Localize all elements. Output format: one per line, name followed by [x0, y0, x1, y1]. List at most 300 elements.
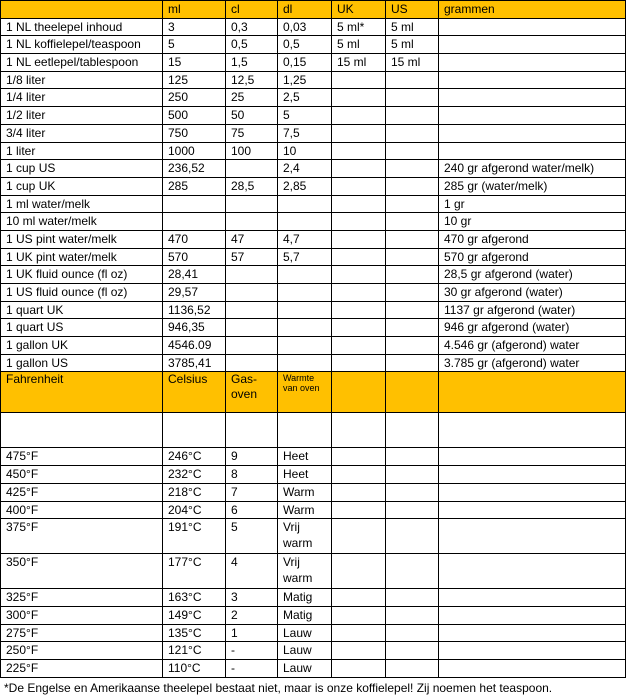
table-cell — [332, 466, 386, 484]
table-cell — [226, 337, 278, 355]
table-cell — [1, 124, 163, 142]
table-cell — [439, 372, 626, 413]
table-cell — [163, 413, 226, 448]
cell-text: 15 ml — [391, 55, 421, 70]
table-cell — [332, 284, 386, 302]
table-cell — [332, 319, 386, 337]
table-cell — [278, 142, 332, 160]
table-cell — [386, 213, 439, 231]
table-cell — [332, 213, 386, 231]
table-row — [1, 266, 626, 284]
table-cell — [226, 413, 278, 448]
cell-text: 10 ml water/melk — [6, 214, 97, 229]
table-row — [1, 642, 626, 660]
table-cell — [226, 624, 278, 642]
table-cell — [332, 554, 386, 589]
cell-text: 1 NL koffielepel/teaspoon — [6, 37, 141, 52]
cell-text: 1136,52 — [168, 302, 211, 317]
table-cell — [386, 642, 439, 660]
cell-text: 0,5 — [231, 37, 248, 52]
table-cell — [439, 266, 626, 284]
table-cell — [386, 519, 439, 554]
table-cell — [278, 213, 332, 231]
table-cell — [226, 142, 278, 160]
table-cell — [163, 177, 226, 195]
table-cell — [439, 319, 626, 337]
table-cell — [332, 337, 386, 355]
table-cell — [278, 195, 332, 213]
table-cell — [163, 107, 226, 125]
cell-text: 5 ml* — [337, 19, 365, 34]
table-cell — [332, 107, 386, 125]
cell-text: 236,52 — [168, 161, 205, 176]
table-body — [1, 1, 626, 678]
table-cell — [163, 36, 226, 54]
cell-text: 1 cup US — [6, 161, 56, 176]
table-row — [1, 301, 626, 319]
table-cell — [332, 266, 386, 284]
table-cell — [278, 624, 332, 642]
cell-text: 47 — [231, 231, 245, 246]
table-row — [1, 554, 626, 589]
table-cell — [386, 36, 439, 54]
cell-text: 1 UK pint water/melk — [6, 249, 117, 264]
table-cell — [439, 466, 626, 484]
cell-text: 5 ml — [337, 37, 360, 52]
cell-text: 125 — [168, 72, 189, 87]
table-cell — [163, 659, 226, 677]
cell-text: 1137 gr afgerond (water) — [444, 302, 576, 317]
table-cell — [332, 301, 386, 319]
table-cell — [386, 107, 439, 125]
table-cell — [226, 248, 278, 266]
table-cell — [226, 36, 278, 54]
table-cell — [1, 248, 163, 266]
table-cell — [332, 36, 386, 54]
cell-text: 3 — [231, 590, 238, 605]
table-cell — [226, 107, 278, 125]
cell-text: 2,5 — [283, 90, 300, 105]
cell-text: 1000 — [168, 143, 195, 158]
table-row — [1, 284, 626, 302]
table-cell — [386, 554, 439, 589]
table-cell — [332, 501, 386, 519]
table-cell — [1, 413, 163, 448]
cell-text: 4546.09 — [168, 338, 212, 353]
table-cell — [226, 466, 278, 484]
cell-text: 246°C — [168, 449, 202, 464]
table-cell — [1, 266, 163, 284]
table-row — [1, 354, 626, 372]
table-cell — [439, 71, 626, 89]
table-cell — [226, 1, 278, 19]
cell-text: 135°C — [168, 625, 202, 640]
cell-text: 1 gallon US — [6, 355, 69, 370]
table-row — [1, 54, 626, 72]
table-cell — [332, 483, 386, 501]
cell-text: Matig — [283, 607, 313, 622]
table-cell — [163, 642, 226, 660]
cell-text: 1 cup UK — [6, 178, 56, 193]
table-cell — [439, 177, 626, 195]
table-cell — [163, 448, 226, 466]
table-cell — [226, 483, 278, 501]
cell-text: 1/4 liter — [6, 90, 46, 105]
table-row — [1, 124, 626, 142]
table-cell — [386, 54, 439, 72]
table-cell — [439, 483, 626, 501]
cell-text: 1 UK fluid ounce (fl oz) — [6, 267, 128, 282]
cell-text: 15 — [168, 55, 182, 70]
cell-text: 240 gr afgerond water/melk) — [444, 161, 595, 176]
table-cell — [332, 1, 386, 19]
table-cell — [332, 71, 386, 89]
cell-text: 1 ml water/melk — [6, 196, 91, 211]
cell-text: 100 — [231, 143, 252, 158]
cell-text: 28,5 gr afgerond (water) — [444, 267, 573, 282]
table-cell — [439, 36, 626, 54]
table-cell — [332, 413, 386, 448]
table-cell — [1, 301, 163, 319]
table-cell — [163, 372, 226, 413]
table-cell — [226, 301, 278, 319]
table-cell — [1, 448, 163, 466]
table-cell — [1, 213, 163, 231]
cell-text: 285 gr (water/melk) — [444, 178, 548, 193]
table-cell — [1, 659, 163, 677]
cell-text: 10 — [283, 143, 297, 158]
table-cell — [226, 501, 278, 519]
table-cell — [386, 1, 439, 19]
table-cell — [386, 160, 439, 178]
table-cell — [332, 124, 386, 142]
table-cell — [163, 142, 226, 160]
table-cell — [386, 195, 439, 213]
table-cell — [1, 589, 163, 607]
table-cell — [439, 195, 626, 213]
table-cell — [278, 107, 332, 125]
table-row — [1, 448, 626, 466]
cell-text: 1 US pint water/melk — [6, 231, 117, 246]
table-cell — [278, 284, 332, 302]
cell-text: dl — [283, 2, 293, 16]
cell-text: 425°F — [6, 484, 39, 499]
cell-text: 6 — [231, 502, 238, 517]
table-cell — [386, 142, 439, 160]
cell-text: 500 — [168, 108, 189, 123]
cell-text: 2,85 — [283, 178, 307, 193]
table-cell — [278, 659, 332, 677]
table-cell — [1, 624, 163, 642]
cell-text: 7,5 — [283, 125, 300, 140]
table-cell — [439, 606, 626, 624]
cell-text: 475°F — [6, 449, 39, 464]
table-cell — [332, 230, 386, 248]
table-cell — [1, 606, 163, 624]
table-cell — [386, 589, 439, 607]
cell-text: 275°F — [6, 625, 39, 640]
cell-text: 10 gr — [444, 214, 472, 229]
footnote: *De Engelse en Amerikaanse theelepel bestaat niet, maar is onze koffielepel! Zij noemen het teaspoon. — [4, 680, 553, 695]
table-cell — [278, 372, 332, 413]
cell-text: US — [391, 2, 408, 16]
table-cell — [278, 89, 332, 107]
table-row — [1, 466, 626, 484]
table-cell — [386, 284, 439, 302]
cell-text: 400°F — [6, 502, 39, 517]
table-cell — [278, 248, 332, 266]
cell-text: Lauw — [283, 643, 312, 658]
table-cell — [1, 18, 163, 36]
cell-text: Warm — [283, 502, 315, 517]
table-cell — [278, 230, 332, 248]
cell-text: Gas-oven — [231, 372, 258, 402]
table-row — [1, 501, 626, 519]
cell-text: cl — [231, 2, 240, 16]
table-cell — [439, 642, 626, 660]
table-cell — [163, 606, 226, 624]
cell-text: 57 — [231, 249, 245, 264]
table-cell — [278, 1, 332, 19]
cell-text: 5 ml — [391, 19, 414, 34]
table-cell — [163, 248, 226, 266]
cell-text: 946 gr afgerond (water) — [444, 320, 570, 335]
table-cell — [163, 71, 226, 89]
table-cell — [226, 71, 278, 89]
cell-text: 218°C — [168, 484, 202, 499]
table-cell — [439, 213, 626, 231]
table-cell — [439, 54, 626, 72]
table-cell — [1, 177, 163, 195]
table-row — [1, 142, 626, 160]
cell-text: ml — [168, 2, 181, 16]
table-row — [1, 606, 626, 624]
cell-text: 29,57 — [168, 285, 199, 299]
cell-text: Warmte van oven — [283, 373, 320, 394]
cell-text: 5 — [283, 108, 290, 123]
table-cell — [1, 107, 163, 125]
table-row — [1, 213, 626, 231]
table-cell — [163, 89, 226, 107]
table-cell — [278, 483, 332, 501]
table-cell — [1, 372, 163, 413]
cell-text: 1,25 — [283, 72, 307, 87]
table-cell — [1, 483, 163, 501]
table-cell — [1, 519, 163, 554]
table-cell — [332, 195, 386, 213]
cell-text: 15 ml — [337, 55, 367, 70]
cell-text: 28,41 — [168, 267, 199, 282]
table-cell — [226, 589, 278, 607]
table-cell — [226, 519, 278, 554]
table-cell — [1, 284, 163, 302]
table-cell — [439, 284, 626, 302]
cell-text: 750 — [168, 125, 189, 140]
table-row — [1, 319, 626, 337]
table-cell — [332, 354, 386, 372]
table-cell — [439, 248, 626, 266]
cell-text: 204°C — [168, 502, 202, 517]
table-cell — [439, 354, 626, 372]
cell-text: 3 — [168, 19, 175, 34]
table-cell — [386, 177, 439, 195]
table-cell — [278, 319, 332, 337]
cell-text: Celsius — [168, 372, 208, 387]
table-cell — [439, 337, 626, 355]
cell-text: 110°C — [168, 660, 201, 675]
cell-text: Lauw — [283, 660, 312, 675]
cell-text: 250°F — [6, 643, 39, 658]
table-cell — [439, 124, 626, 142]
cell-text: 232°C — [168, 467, 202, 482]
cell-text: 5,7 — [283, 249, 300, 264]
cell-text: 1 gr — [444, 196, 465, 211]
cell-text: 570 gr afgerond — [444, 249, 529, 264]
cell-text: 0,03 — [283, 19, 307, 34]
table-cell — [332, 589, 386, 607]
table-cell — [332, 642, 386, 660]
table-cell — [386, 248, 439, 266]
cell-text: 177°C — [168, 555, 202, 570]
cell-text: UK — [337, 2, 354, 16]
table-row — [1, 160, 626, 178]
table-cell — [163, 301, 226, 319]
table-cell — [439, 107, 626, 125]
cell-text: 2,4 — [283, 161, 300, 176]
table-cell — [1, 195, 163, 213]
cell-text: Fahrenheit — [6, 372, 64, 387]
cell-text: 1 NL theelepel inhoud — [6, 19, 123, 34]
table-cell — [332, 659, 386, 677]
table-row — [1, 230, 626, 248]
table-cell — [226, 319, 278, 337]
cell-text: Heet — [283, 449, 309, 464]
table-cell — [386, 501, 439, 519]
table-cell — [226, 213, 278, 231]
table-row — [1, 589, 626, 607]
table-cell — [163, 213, 226, 231]
table-cell — [278, 448, 332, 466]
cell-text: 250 — [168, 90, 189, 105]
cell-text: 285 — [168, 178, 189, 193]
table-cell — [332, 89, 386, 107]
cell-text: 12,5 — [231, 72, 255, 87]
table-cell — [163, 1, 226, 19]
table-cell — [1, 160, 163, 178]
cell-text: 191°C — [168, 520, 202, 535]
table-cell — [1, 466, 163, 484]
table-row — [1, 18, 626, 36]
table-cell — [386, 319, 439, 337]
table-row — [1, 483, 626, 501]
cell-text: 7 — [231, 484, 238, 499]
table-cell — [163, 319, 226, 337]
cell-text: 163°C — [168, 590, 202, 605]
cell-text: 4,7 — [283, 231, 300, 246]
table-cell — [226, 195, 278, 213]
table-cell — [386, 466, 439, 484]
cell-text: 2 — [231, 607, 238, 622]
table-cell — [386, 337, 439, 355]
table-cell — [226, 448, 278, 466]
table-cell — [226, 266, 278, 284]
table-row — [1, 89, 626, 107]
cell-text: 1,5 — [231, 55, 248, 70]
cell-text: 30 gr afgerond (water) — [444, 285, 563, 299]
cell-text: 1 — [231, 625, 238, 640]
table-cell — [278, 606, 332, 624]
table-cell — [226, 354, 278, 372]
table-cell — [332, 372, 386, 413]
table-cell — [386, 624, 439, 642]
table-cell — [386, 266, 439, 284]
table-cell — [163, 354, 226, 372]
cell-text: 325°F — [6, 590, 39, 605]
cell-text: 1 quart UK — [6, 302, 64, 317]
table-cell — [226, 606, 278, 624]
table-cell — [278, 177, 332, 195]
table-cell — [1, 71, 163, 89]
table-cell — [332, 519, 386, 554]
table-cell — [278, 354, 332, 372]
cell-text: 75 — [231, 125, 245, 140]
cell-text: 9 — [231, 449, 238, 464]
table-cell — [1, 501, 163, 519]
table-cell — [332, 54, 386, 72]
cell-text: Lauw — [283, 625, 312, 640]
table-row — [1, 195, 626, 213]
table-cell — [439, 659, 626, 677]
table-cell — [163, 483, 226, 501]
cell-text: 4 — [231, 555, 238, 570]
table-cell — [332, 18, 386, 36]
table-cell — [278, 554, 332, 589]
table-cell — [439, 1, 626, 19]
cell-text: Matig — [283, 590, 313, 605]
cell-text: 1 liter — [6, 143, 36, 158]
table-cell — [1, 142, 163, 160]
table-cell — [439, 160, 626, 178]
table-cell — [278, 18, 332, 36]
cell-text: Heet — [283, 467, 309, 482]
table-cell — [386, 71, 439, 89]
table-cell — [1, 1, 163, 19]
cell-text: Vrij warm — [283, 555, 313, 586]
table-cell — [278, 466, 332, 484]
table-cell — [226, 89, 278, 107]
header-row — [1, 1, 626, 19]
table-row — [1, 413, 626, 448]
table-cell — [439, 89, 626, 107]
table-row — [1, 659, 626, 677]
cell-text: grammen — [444, 2, 495, 16]
table-cell — [439, 142, 626, 160]
cell-text: 1 quart US — [6, 320, 64, 335]
cell-text: 121°C — [168, 643, 202, 658]
table-cell — [386, 483, 439, 501]
table-row — [1, 337, 626, 355]
cell-text: Vrij warm — [283, 520, 313, 551]
cell-text: 149°C — [168, 607, 202, 622]
cell-text: - — [231, 643, 235, 658]
table-cell — [439, 519, 626, 554]
table-row — [1, 71, 626, 89]
table-cell — [226, 554, 278, 589]
table-cell — [163, 230, 226, 248]
cell-text: 1/2 liter — [6, 108, 46, 123]
cell-text: 1 US fluid ounce (fl oz) — [6, 285, 128, 299]
table-row — [1, 107, 626, 125]
